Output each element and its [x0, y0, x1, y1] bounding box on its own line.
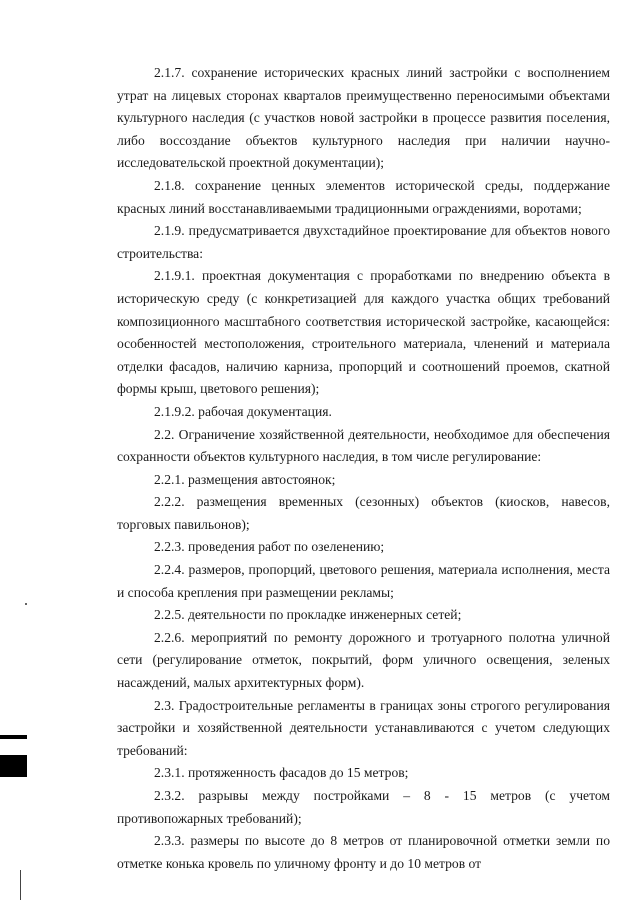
- paragraph-2-1-9-2: 2.1.9.2. рабочая документация.: [154, 403, 332, 419]
- paragraph-2-2-6: 2.2.6. мероприятий по ремонту дорожного и тротуарного полотна уличной сети (регулирование отметок, покрытий, форм уличного освещения, зеленых насаждений, малых архитектурных форм).: [117, 629, 610, 691]
- paragraph-2-3-3: 2.3.3. размеры по высоте до 8 метров от планировочной отметки земли по отметке конька кровель по уличному фронту и до 10 метров от: [117, 833, 610, 871]
- paragraph-2-2: 2.2. Ограничение хозяйственной деятельности, необходимое для обеспечения сохранности объектов культурного наследия, в том числе регулирование:: [117, 426, 610, 465]
- paragraph-2-2-1: 2.2.1. размещения автостоянок;: [154, 471, 336, 487]
- paragraph-2-1-7: 2.1.7. сохранение исторических красных линий застройки с восполнением утрат на лицевых сторонах кварталов преимущественно переносимыми объектами культурного наследия (с участков новой застройки в процессе развития поселения, либо воссоздание объектов культурного наследия при наличии научно-исследовательской проектной документации);: [117, 65, 610, 171]
- document-body: [117, 62, 610, 875]
- scan-mark-thin-bar: [0, 735, 27, 739]
- paragraph-2-1-8: 2.1.8. сохранение ценных элементов исторической среды, поддержание красных линий восстанавливаемыми традиционными ограждениями, воротами;: [117, 177, 610, 216]
- paragraph-2-2-4: 2.2.4. размеров, пропорций, цветового решения, материала исполнения, места и способа крепления при размещении рекламы;: [117, 562, 610, 600]
- paragraph-2-3: 2.3. Градостроительные регламенты в границах зоны строгого регулирования застройки и хозяйственной деятельности устанавливаются с учетом следующих требований:: [117, 697, 610, 758]
- paragraph-2-3-1: 2.3.1. протяженность фасадов до 15 метров;: [154, 765, 409, 781]
- paragraph-2-1-9: 2.1.9. предусматривается двухстадийное проектирование для объектов нового строительства:: [117, 223, 610, 261]
- paragraph-2-1-9-1: 2.1.9.1. проектная документация с проработками по внедрению объекта в историческую среду (с конкретизацией для каждого участка общих требований композиционного масштабного соответствия исторической застройке, касающейся: особенностей местоположения, строительного материала, членений и материала отделки фасадов, наличию карниза, пропорций и соотношений проемов, скатной формы крыш, цветового решения);: [117, 268, 610, 397]
- paragraph-2-2-2: 2.2.2. размещения временных (сезонных) объектов (киосков, навесов, торговых павильонов);: [117, 494, 610, 532]
- scan-mark-thick-bar: [0, 755, 27, 777]
- paragraph-2-2-5: 2.2.5. деятельности по прокладке инженерных сетей;: [154, 607, 462, 623]
- paragraph-2-2-3: 2.2.3. проведения работ по озеленению;: [154, 539, 385, 555]
- scan-edge-line: [20, 870, 21, 900]
- scan-speck: [25, 603, 27, 605]
- paragraph-2-3-2: 2.3.2. разрывы между постройками – 8 - 15 метров (с учетом противопожарных требований);: [117, 788, 610, 826]
